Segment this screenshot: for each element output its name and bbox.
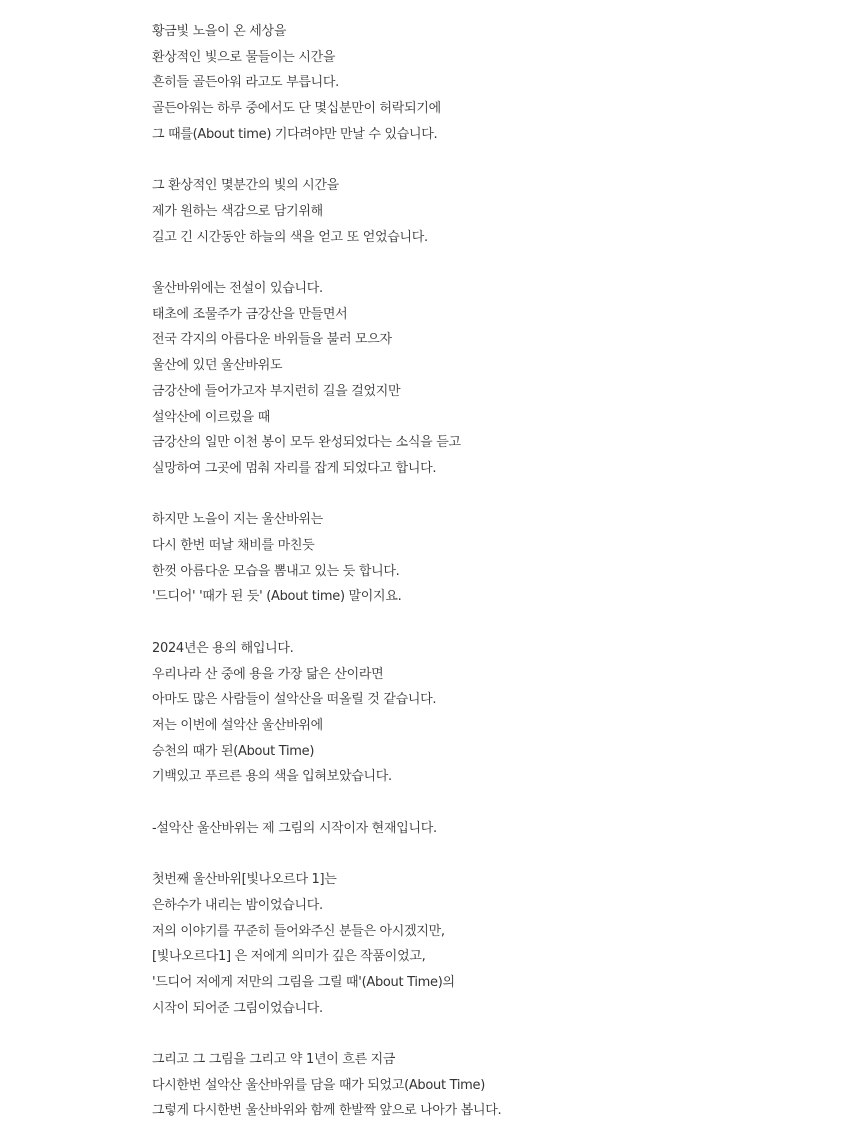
text-line: 울산에 있던 울산바위도 — [152, 358, 283, 374]
text-line: 2024년은 용의 해입니다. — [152, 640, 294, 656]
text-line: 저의 이야기를 꾸준히 들어와주신 분들은 아시겠지만, — [152, 923, 445, 939]
text-line: 기백있고 푸르른 용의 색을 입혀보았습니다. — [152, 769, 392, 785]
text-line: 그리고 그 그림을 그리고 약 1년이 흐른 지금 — [152, 1052, 396, 1068]
text-line: 시작이 되어준 그림이었습니다. — [152, 1000, 323, 1016]
text-line: 황금빛 노을이 온 세상을 — [152, 24, 287, 39]
text-line: -설악산 울산바위는 제 그림의 시작이자 현재입니다. — [152, 820, 437, 836]
text-line: 승천의 때가 된(About Time) — [152, 743, 315, 759]
text-line: [빛나오르다1] 은 저에게 의미가 깊은 작품이었고, — [152, 949, 426, 965]
text-line: 금강산에 들어가고자 부지런히 길을 걸었지만 — [152, 383, 401, 399]
text-line: 길고 긴 시간동안 하늘의 색을 얻고 또 얻었습니다. — [152, 229, 428, 245]
text-line: 전국 각지의 아름다운 바위들을 불러 모으자 — [152, 332, 392, 348]
text-line: 하지만 노을이 지는 울산바위는 — [152, 512, 323, 528]
text-line: 다시 한번 떠날 채비를 마친듯 — [152, 538, 315, 554]
text-line: 은하수가 내리는 밤이었습니다. — [152, 897, 323, 913]
text-line: '드디어 저에게 저만의 그림을 그릴 때'(About Time)의 — [152, 974, 455, 990]
text-line: '드디어' '때가 된 듯' (About time) 말이지요. — [152, 589, 402, 605]
text-line: 그 때를(About time) 기다려야만 만날 수 있습니다. — [152, 126, 438, 142]
paragraph-golden-hour — [152, 19, 812, 148]
text-line: 태초에 조물주가 금강산을 만들면서 — [152, 306, 348, 322]
text-line: 저는 이번에 설악산 울산바위에 — [152, 717, 323, 733]
paragraph-sunset-rock — [152, 507, 812, 610]
paragraph-moving-forward — [152, 1047, 812, 1124]
paragraph-year-of-dragon — [152, 636, 812, 790]
paragraph-sky-colors — [152, 173, 812, 250]
paragraph-first-work — [152, 867, 812, 1021]
text-line: 흔히들 골든아워 라고도 부릅니다. — [152, 75, 339, 91]
text-line: 그 환상적인 몇분간의 빛의 시간을 — [152, 178, 339, 194]
text-line: 아마도 많은 사람들이 설악산을 떠올릴 것 같습니다. — [152, 692, 437, 708]
article-body — [152, 19, 812, 1124]
text-line: 골든아워는 하루 중에서도 단 몇십분만이 허락되기에 — [152, 101, 441, 117]
text-line: 그렇게 다시한번 울산바위와 함께 한발짝 앞으로 나아가 봅니다. — [152, 1103, 502, 1119]
text-line: 울산바위에는 전설이 있습니다. — [152, 281, 323, 296]
text-line: 실망하여 그곳에 멈춰 자리를 잡게 되었다고 합니다. — [152, 460, 437, 476]
text-line: 다시한번 설악산 울산바위를 담을 때가 되었고(About Time) — [152, 1077, 485, 1093]
paragraph-legend — [152, 276, 812, 482]
text-line: 설악산에 이르렀을 때 — [152, 409, 270, 425]
text-line: 첫번째 울산바위[빛나오르다 1]는 — [152, 872, 337, 888]
text-line: 제가 원하는 색감으로 담기위해 — [152, 203, 323, 219]
text-line: 한껏 아름다운 모습을 뽐내고 있는 듯 합니다. — [152, 563, 400, 579]
text-line: 환상적인 빛으로 물들이는 시간을 — [152, 49, 336, 65]
text-line: 금강산의 일만 이천 봉이 모두 완성되었다는 소식을 듣고 — [152, 435, 461, 451]
text-line: 우리나라 산 중에 용을 가장 닮은 산이라면 — [152, 666, 384, 682]
paragraph-beginning — [152, 816, 812, 842]
